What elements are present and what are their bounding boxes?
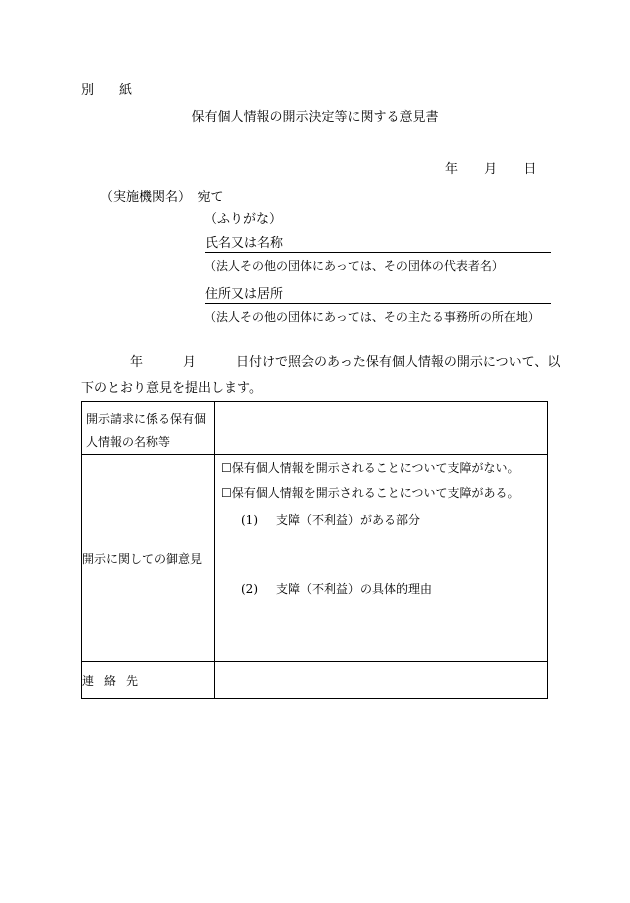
contact-input-cell[interactable] bbox=[215, 662, 548, 699]
sub-item-text: 支障（不利益）の具体的理由 bbox=[276, 582, 433, 596]
address-label: 住所又は居所 bbox=[205, 287, 284, 302]
name-label: 氏名又は名称 bbox=[205, 236, 284, 251]
attachment-label: 別 紙 bbox=[81, 83, 139, 98]
address-field[interactable] bbox=[205, 288, 551, 304]
table-row bbox=[82, 455, 548, 662]
table-row bbox=[82, 662, 548, 699]
address-note: （法人その他の団体にあっては、その主たる事務所の所在地） bbox=[204, 310, 540, 324]
option-no-hindrance-checkbox[interactable]: ☐保有個人情報を開示されることについて支障がない。 bbox=[221, 461, 520, 475]
contact-label-cell bbox=[82, 662, 215, 699]
info-name-label: 開示請求に係る保有個人情報の名称等 bbox=[86, 412, 207, 449]
info-name-input-cell[interactable] bbox=[215, 402, 548, 455]
sub-item-number: (1) bbox=[241, 513, 258, 527]
name-field[interactable] bbox=[205, 237, 551, 253]
furigana-label: （ふりがな） bbox=[204, 212, 283, 227]
body-month: 月 bbox=[183, 355, 197, 370]
date-day: 日 bbox=[523, 162, 537, 177]
addressee: （実施機関名） 宛て bbox=[100, 190, 224, 205]
date-month: 月 bbox=[484, 162, 498, 177]
opinion-content-cell bbox=[215, 455, 548, 662]
option-hindrance-checkbox[interactable]: ☐保有個人情報を開示されることについて支障がある。 bbox=[221, 486, 520, 500]
opinion-form-table bbox=[81, 401, 548, 699]
sub-item-text: 支障（不利益）がある部分 bbox=[276, 513, 421, 527]
opinion-label: 開示に関しての御意見 bbox=[82, 551, 203, 566]
info-name-label-cell bbox=[82, 402, 215, 455]
sub-item-number: (2) bbox=[241, 582, 258, 596]
opinion-label-cell bbox=[82, 455, 215, 662]
table-row bbox=[82, 402, 548, 455]
name-note: （法人その他の団体にあっては、その団体の代表者名） bbox=[204, 259, 504, 273]
body-year: 年 bbox=[130, 355, 144, 370]
document-title: 保有個人情報の開示決定等に関する意見書 bbox=[191, 110, 439, 125]
date-year: 年 bbox=[445, 162, 459, 177]
contact-label: 連絡先 bbox=[82, 673, 149, 688]
sub-item-affected-part bbox=[241, 514, 547, 526]
body-line-2: 下のとおり意見を提出します。 bbox=[81, 381, 262, 396]
sub-item-specific-reason bbox=[241, 583, 547, 595]
date-line bbox=[445, 163, 536, 176]
body-line-1 bbox=[130, 356, 560, 369]
body-rest: 日付けで照会のあった保有個人情報の開示について、以 bbox=[236, 355, 561, 370]
